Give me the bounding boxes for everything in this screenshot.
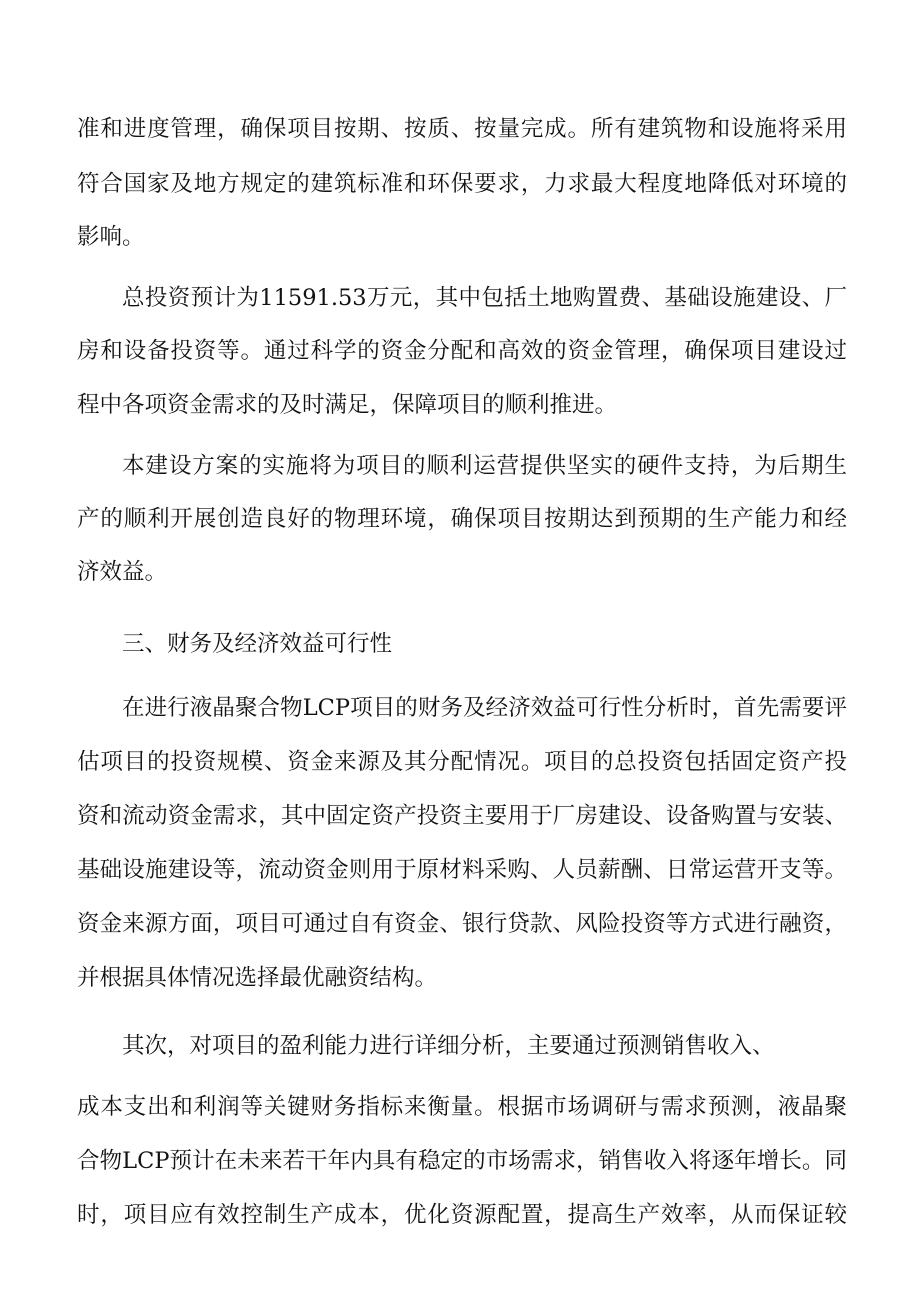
text-line: 成本支出和利润等关键财务指标来衡量。根据市场调研与需求预测，液晶聚	[77, 1094, 847, 1120]
text-line: 产的顺利开展创造良好的物理环境，确保项目按期达到预期的生产能力和经	[77, 506, 847, 532]
text-line: 本建设方案的实施将为项目的顺利运营提供坚实的硬件支持，为后期生	[122, 453, 847, 479]
text-line: 济效益。	[77, 559, 168, 585]
text-line: 准和进度管理，确保项目按期、按质、按量完成。所有建筑物和设施将采用	[77, 116, 847, 142]
text-line: 估项目的投资规模、资金来源及其分配情况。项目的总投资包括固定资产投	[77, 749, 847, 775]
text-line: 在进行液晶聚合物LCP项目的财务及经济效益可行性分析时，首先需要评	[122, 695, 847, 721]
text-line: 时，项目应有效控制生产成本，优化资源配置，提高生产效率，从而保证较	[77, 1202, 847, 1228]
text-line: 程中各项资金需求的及时满足，保障项目的顺利推进。	[77, 392, 618, 418]
text-line: 影响。	[77, 224, 145, 250]
text-line: 并根据具体情况选择最优融资结构。	[77, 965, 438, 991]
section-heading: 三、财务及经济效益可行性	[122, 631, 393, 657]
text-line: 符合国家及地方规定的建筑标准和环保要求，力求最大程度地降低对环境的	[77, 171, 847, 197]
text-line: 总投资预计为11591.53万元，其中包括土地购置费、基础设施建设、厂	[122, 285, 847, 311]
paragraph-profitability-analysis-start: 其次，对项目的盈利能力进行详细分析，主要通过预测销售收入、	[122, 1033, 775, 1059]
text-line: 资金来源方面，项目可通过自有资金、银行贷款、风险投资等方式进行融资，	[77, 911, 847, 937]
text-line: 房和设备投资等。通过科学的资金分配和高效的资金管理，确保项目建设过	[77, 338, 847, 364]
text-line: 资和流动资金需求，其中固定资产投资主要用于厂房建设、设备购置与安装、	[77, 803, 847, 829]
text-line: 基础设施建设等，流动资金则用于原材料采购、人员薪酬、日常运营开支等。	[77, 857, 847, 883]
text-line: 合物LCP预计在未来若干年内具有稳定的市场需求，销售收入将逐年增长。同	[77, 1148, 847, 1174]
